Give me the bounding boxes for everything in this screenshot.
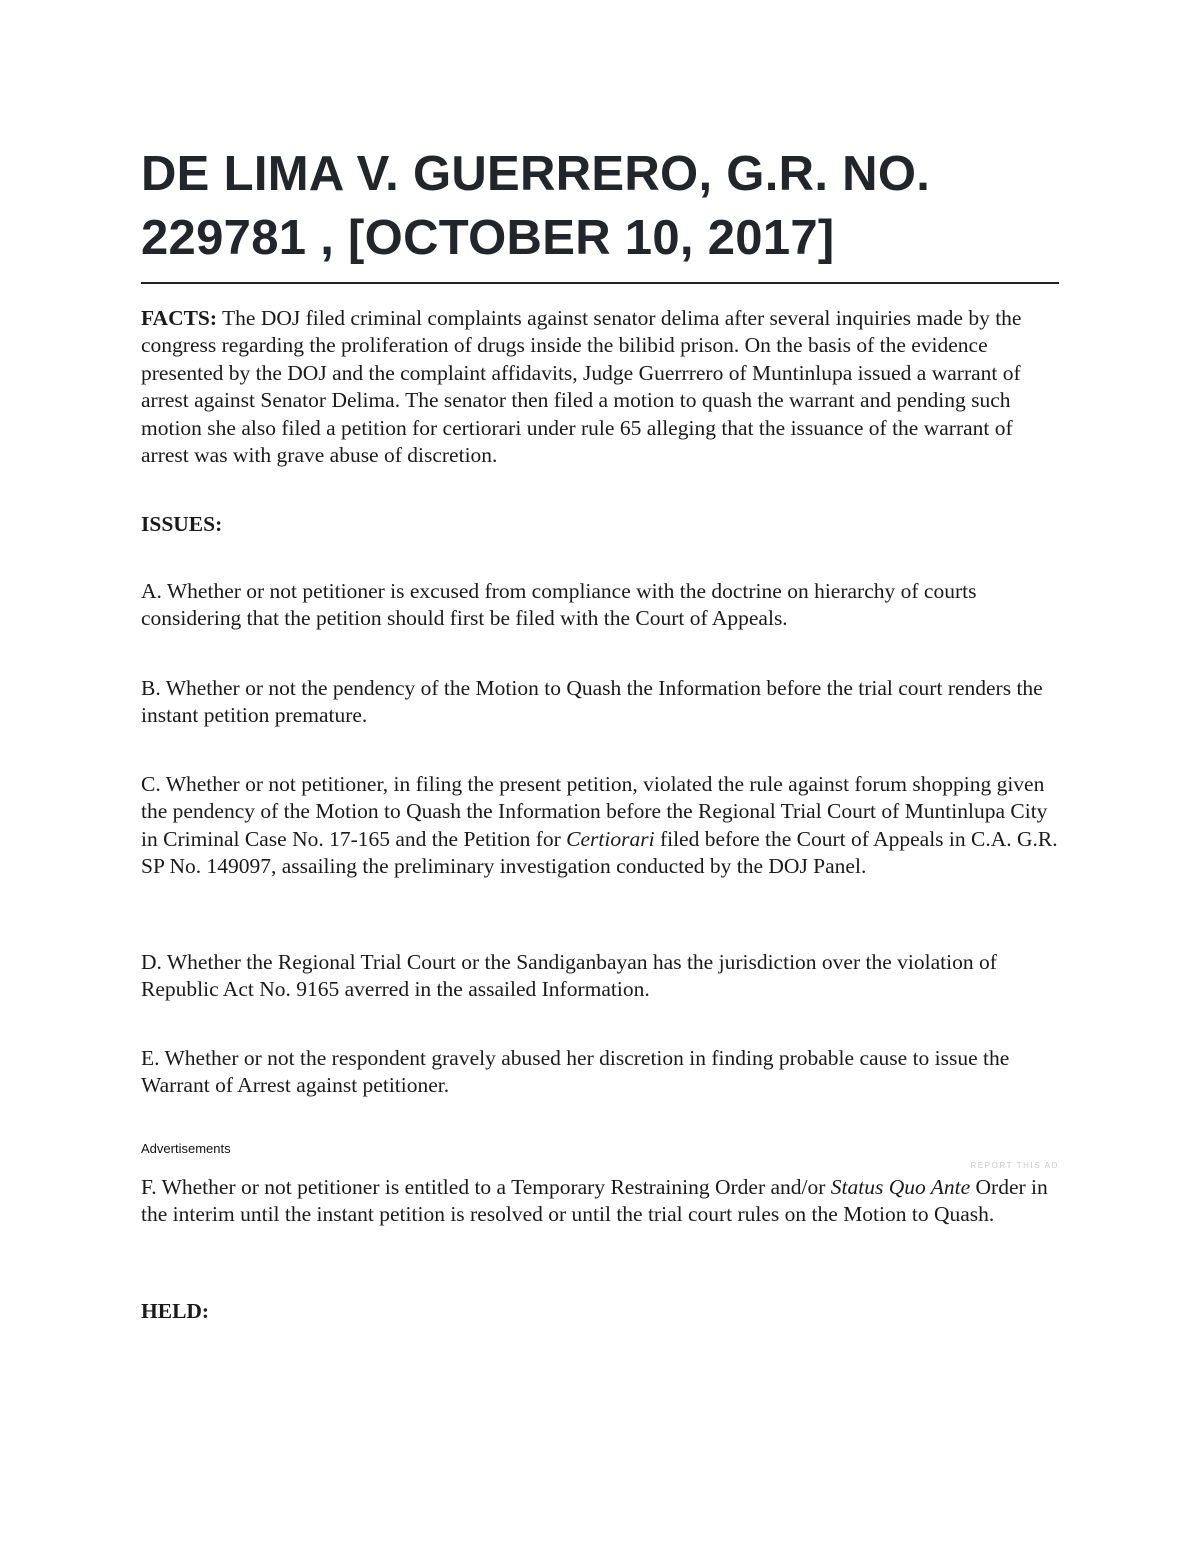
facts-text: The DOJ filed criminal complaints against senator delima after several inquiries made by the congress regarding the proliferation of drugs inside the bilibid prison. On the basis of the evidence presented by the DOJ and the complaint affidavits, Judge Guerrrero of Muntinlupa issued a warrant of arrest against Senator Delima. The senator then filed a motion to quash the warrant and pending such motion she also filed a petition for certiorari under rule 65 alleging that the issuance of the warrant of arrest was with grave abuse of discretion. xyxy=(141,306,1022,468)
issue-e: E. Whether or not the respondent gravely abused her discretion in finding probable cause to issue the Warrant of Arrest against petitioner. xyxy=(141,1046,1010,1098)
advertisements-label: Advertisements xyxy=(141,1141,231,1156)
issue-f xyxy=(141,1174,1059,1229)
issue-b: B. Whether or not the pendency of the Motion to Quash the Information before the trial court renders the instant petition premature. xyxy=(141,676,1043,728)
issue-c-italic: Certiorari xyxy=(566,826,655,851)
issue-f-text-1: F. Whether or not petitioner is entitled to a Temporary Restraining Order and/or xyxy=(141,1175,831,1199)
title-divider xyxy=(141,282,1059,284)
facts-paragraph xyxy=(141,305,1059,469)
issue-d: D. Whether the Regional Trial Court or the Sandiganbayan has the jurisdiction over the violation of Republic Act No. 9165 averred in the assailed Information. xyxy=(141,950,997,1002)
report-ad-link[interactable]: REPORT THIS AD xyxy=(970,1161,1059,1170)
issue-f-text-2: Order in the interim until the instant petition is resolved or until the trial court rules on the Motion to Quash. xyxy=(141,1175,1048,1227)
facts-label: FACTS: xyxy=(141,306,218,330)
issue-c-text-1: C. Whether or not petitioner, in filing the present petition, violated the rule against forum shopping given the pendency of the Motion to Quash the Information before the Regional Trial Court of Muntinlupa City in Criminal Case No. 17-165 and the Petition for xyxy=(141,772,1048,851)
issue-f-italic: Status Quo Ante xyxy=(830,1175,971,1199)
held-heading: HELD: xyxy=(141,1299,210,1323)
issues-heading: ISSUES: xyxy=(141,512,223,536)
issue-c xyxy=(141,771,1059,881)
issue-a: A. Whether or not petitioner is excused from compliance with the doctrine on hierarchy of courts considering that the petition should first be filed with the Court of Appeals. xyxy=(141,579,977,631)
document-title: DE LIMA V. GUERRERO, G.R. NO. 229781 , [OCTOBER 10, 2017] xyxy=(141,147,931,265)
issue-c-text-2: filed before the Court of Appeals in C.A. G.R. SP No. 149097, assailing the preliminary investigation conducted by the DOJ Panel. xyxy=(141,826,1058,879)
